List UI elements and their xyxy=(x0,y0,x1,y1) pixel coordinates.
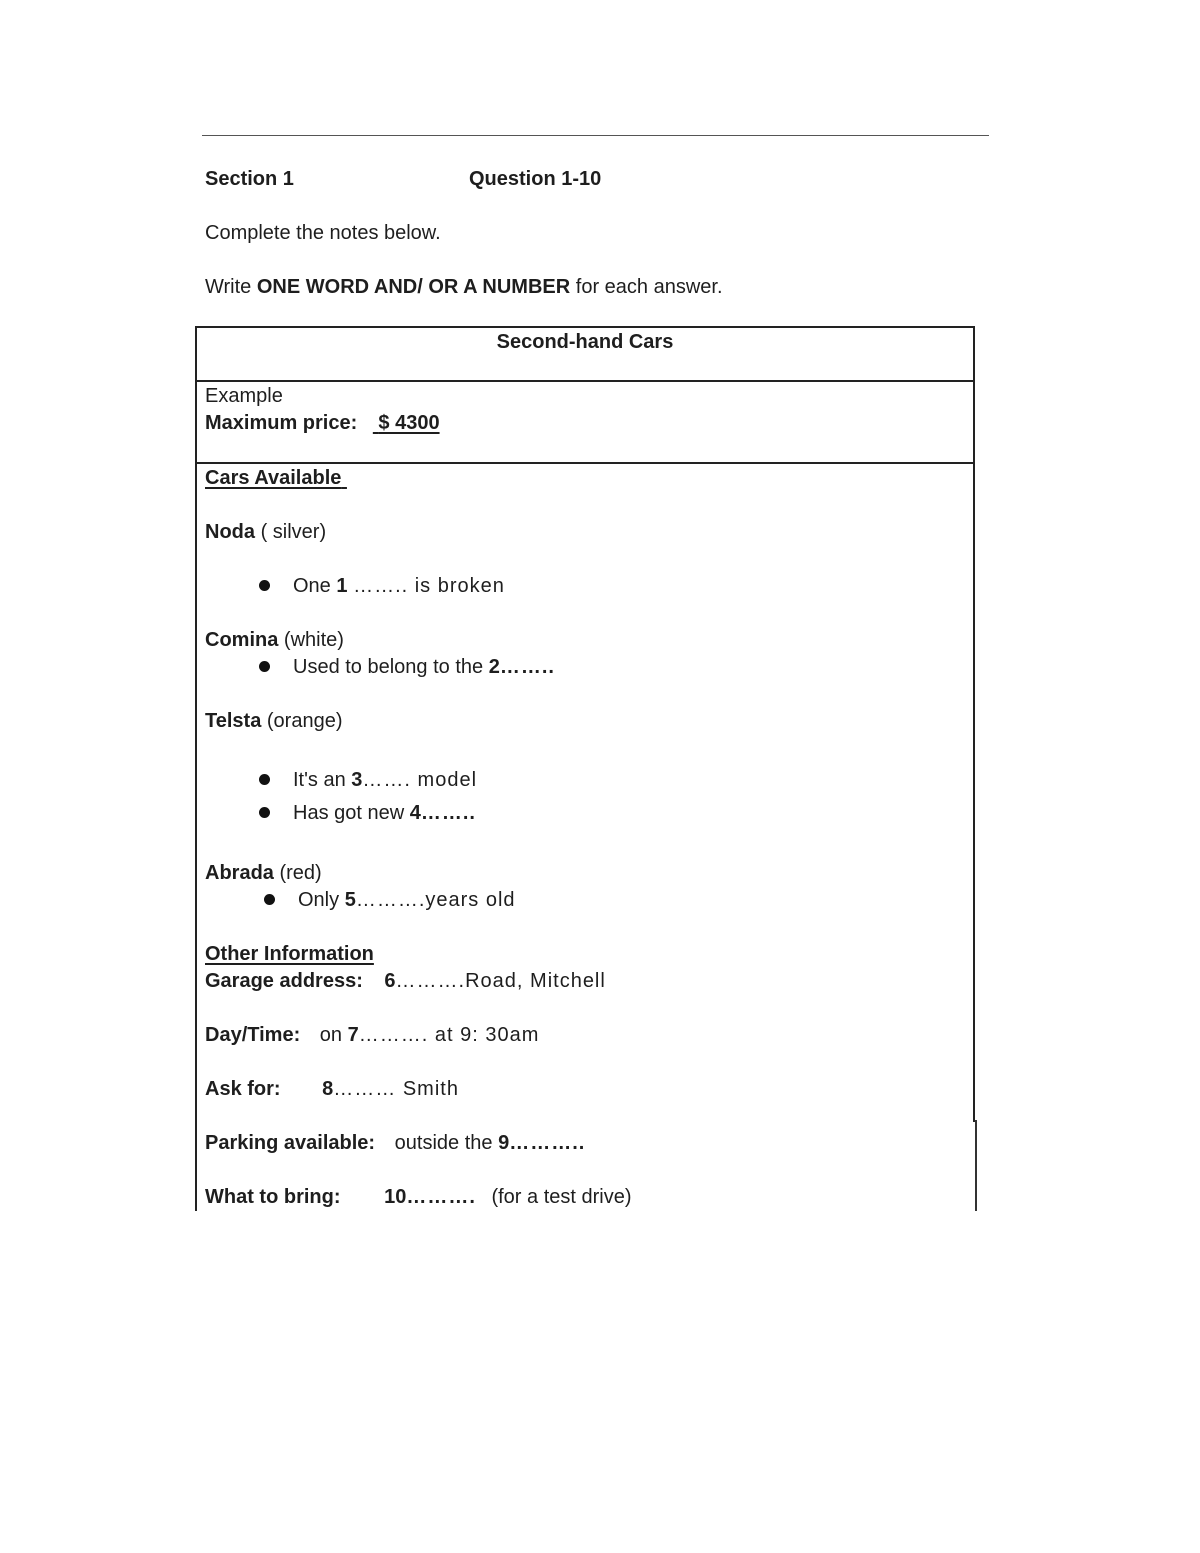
example-row xyxy=(205,411,440,435)
question-9: Parking available: outside the 9……….. xyxy=(205,1132,586,1154)
instruction-complete: Complete the notes below. xyxy=(205,222,441,244)
question-number: 6 xyxy=(384,970,396,992)
bullet-icon xyxy=(259,661,270,672)
car-comina-color: (white) xyxy=(283,629,344,651)
car-noda-color: ( silver) xyxy=(260,521,327,543)
question-2: Used to belong to the 2…….. xyxy=(293,656,555,678)
question-number: 3 xyxy=(351,769,363,791)
car-abrada-name: Abrada xyxy=(205,862,274,884)
table-top-border xyxy=(195,326,975,328)
garage-address-label: Garage address: xyxy=(205,970,363,992)
car-comina-name: Comina xyxy=(205,629,279,651)
instruction-write xyxy=(205,275,723,299)
table-divider-1 xyxy=(195,380,975,382)
max-price-value: $ 4300 xyxy=(378,412,440,434)
instruction-suffix: for each answer. xyxy=(575,276,723,298)
day-time-label: Day/Time: xyxy=(205,1024,301,1046)
question-7: Day/Time: on 7………. at 9: 30am xyxy=(205,1024,540,1046)
car-telsta-color: (orange) xyxy=(266,710,343,732)
question-number: 2 xyxy=(488,656,500,678)
question-number: 9 xyxy=(498,1132,510,1154)
other-info-heading: Other Information xyxy=(205,943,374,965)
bullet-icon xyxy=(259,807,270,818)
question-range: Question 1-10 xyxy=(469,168,602,190)
car-comina xyxy=(205,628,344,652)
section-label: Section 1 xyxy=(205,168,294,190)
question-number: 7 xyxy=(347,1024,359,1046)
table-right-border xyxy=(973,326,975,1122)
table-right-border-lower xyxy=(975,1120,977,1211)
question-3: It's an 3……. model xyxy=(293,769,478,791)
question-8: Ask for: 8……… Smith xyxy=(205,1078,459,1100)
table-title: Second-hand Cars xyxy=(496,331,674,353)
bullet-icon xyxy=(264,894,275,905)
question-number: 8 xyxy=(322,1078,334,1100)
parking-label: Parking available: xyxy=(205,1132,376,1154)
question-4: Has got new 4…….. xyxy=(293,802,476,824)
question-10: What to bring: 10………. (for a test drive) xyxy=(205,1186,632,1208)
instruction-prefix: Write xyxy=(205,276,252,298)
car-noda-name: Noda xyxy=(205,521,255,543)
bullet-icon xyxy=(259,774,270,785)
question-number: 1 xyxy=(336,575,348,597)
car-telsta-name: Telsta xyxy=(205,710,262,732)
car-abrada-color: (red) xyxy=(279,862,322,884)
question-1: One 1 …….. is broken xyxy=(293,575,505,597)
table-left-border xyxy=(195,326,197,1211)
question-6: Garage address: 6……….Road, Mitchell xyxy=(205,970,606,992)
question-number: 10 xyxy=(384,1186,407,1208)
car-telsta xyxy=(205,709,343,733)
example-label: Example xyxy=(205,385,283,407)
car-abrada xyxy=(205,861,322,885)
max-price-label: Maximum price: xyxy=(205,412,358,434)
table-divider-2 xyxy=(195,462,975,464)
bullet-icon xyxy=(259,580,270,591)
what-to-bring-label: What to bring: xyxy=(205,1186,341,1208)
ask-for-label: Ask for: xyxy=(205,1078,281,1100)
question-number: 4 xyxy=(409,802,421,824)
top-rule xyxy=(202,135,989,136)
car-noda xyxy=(205,520,326,544)
question-number: 5 xyxy=(344,889,356,911)
cars-available-heading: Cars Available xyxy=(205,467,342,489)
instruction-word-limit: ONE WORD AND/ OR A NUMBER xyxy=(256,276,571,298)
question-5: Only 5……….years old xyxy=(298,889,516,911)
